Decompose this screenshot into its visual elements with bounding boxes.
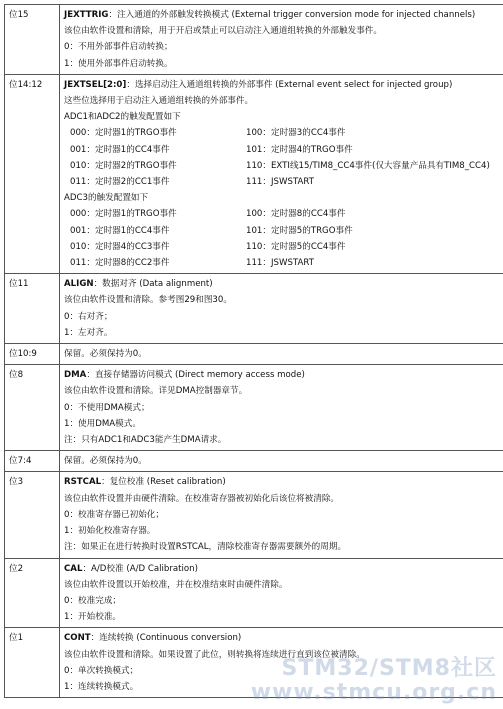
description-line: 该位由软件设置以开始校准，并在校准结束时由硬件清除。 xyxy=(64,579,288,590)
bit-cell: 位3 xyxy=(5,472,60,558)
description-line: 该位由软件设置和清除。详见DMA控制器章节。 xyxy=(64,386,248,397)
trigger-config-grid-adc1-adc2 xyxy=(70,125,503,190)
field-title xyxy=(64,7,503,23)
trigger-option: 010：定时器2的TRGO事件 xyxy=(70,160,177,171)
register-description-document xyxy=(4,4,498,698)
description-line: 0：不使用DMA模式； xyxy=(64,402,150,413)
description-cell xyxy=(60,5,503,75)
bit-cell: 位1 xyxy=(5,628,60,698)
description-cell xyxy=(60,451,503,472)
register-bit-table xyxy=(4,4,503,698)
table-row xyxy=(5,5,503,75)
field-title-text: ：直接存储器访问模式 (Direct memory access mode) xyxy=(86,370,305,381)
bit-cell: 位2 xyxy=(5,558,60,628)
field-name: ALIGN xyxy=(64,279,94,290)
description-line: 1：连续转换模式。 xyxy=(64,681,139,692)
description-line: 0：单次转换模式； xyxy=(64,665,139,676)
description-cell xyxy=(60,558,503,628)
bit-cell: 位8 xyxy=(5,365,60,451)
field-title-text: ：数据对齐 (Data alignment) xyxy=(93,279,213,290)
field-name: DMA xyxy=(64,370,87,381)
table-row xyxy=(5,274,503,344)
description-line: ADC3的触发配置如下 xyxy=(64,193,149,204)
trigger-option: 010：定时器4的CC3事件 xyxy=(70,241,170,252)
field-title-text: ：连续转换 (Continuous conversion) xyxy=(90,633,242,644)
description-line: 该位由软件设置和清除。如果设置了此位，则转换将连续进行直到该位被清除。 xyxy=(64,649,365,660)
table-row xyxy=(5,74,503,273)
description-line: 0：不用外部事件启动转换； xyxy=(64,42,173,53)
field-title xyxy=(64,630,503,646)
bit-cell: 位15 xyxy=(5,5,60,75)
table-row xyxy=(5,628,503,698)
description-line: 0：校准完成； xyxy=(64,595,122,606)
field-title xyxy=(64,276,503,292)
trigger-option: 111：JSWSTART xyxy=(246,177,314,188)
field-title xyxy=(64,474,503,490)
description-cell xyxy=(60,274,503,344)
watermark-url: www.stmcu.org.cn xyxy=(250,680,497,705)
field-title-text: 保留。必须保持为0。 xyxy=(64,456,147,467)
field-title xyxy=(64,561,503,577)
trigger-option: 000：定时器1的TRGO事件 xyxy=(70,128,177,139)
description-line: 0：校准寄存器已初始化； xyxy=(64,509,164,520)
field-name: RSTCAL xyxy=(64,477,102,488)
description-cell xyxy=(60,74,503,273)
trigger-config-grid-adc3 xyxy=(70,206,503,271)
table-row xyxy=(5,472,503,558)
table-row xyxy=(5,558,503,628)
watermark-title: STM32/STM8社区 xyxy=(281,656,497,681)
table-row xyxy=(5,365,503,451)
description-cell xyxy=(60,628,503,698)
trigger-option: 101：定时器5的TRGO事件 xyxy=(246,225,353,236)
trigger-option: 100：定时器8的CC4事件 xyxy=(246,209,346,220)
trigger-option: 110：定时器5的CC4事件 xyxy=(246,241,346,252)
trigger-option: 111：JSWSTART xyxy=(246,258,314,269)
field-name: CONT xyxy=(64,633,91,644)
field-title-text: ：A/D校准 (A/D Calibration) xyxy=(82,563,198,574)
trigger-option: 011：定时器2的CC1事件 xyxy=(70,177,170,188)
description-line: 1：开始校准。 xyxy=(64,612,122,623)
description-line: 1：初始化校准寄存器。 xyxy=(64,526,156,537)
description-cell xyxy=(60,472,503,558)
description-line: 注：只有ADC1和ADC3能产生DMA请求。 xyxy=(64,435,227,446)
description-line: 该位由软件设置和清除，用于开启或禁止可以启动注入通道组转换的外部触发事件。 xyxy=(64,26,382,37)
field-title xyxy=(64,77,503,93)
field-name: JEXTSEL[2:0] xyxy=(64,79,127,90)
description-cell xyxy=(60,365,503,451)
description-line: 这些位选择用于启动注入通道组转换的外部事件。 xyxy=(64,96,254,107)
description-line: 该位由软件设置并由硬件清除。在校准寄存器被初始化后该位将被清除。 xyxy=(64,493,340,504)
trigger-option: 001：定时器1的CC4事件 xyxy=(70,144,170,155)
field-name: CAL xyxy=(64,563,83,574)
bit-cell: 位10:9 xyxy=(5,344,60,365)
bit-cell: 位7:4 xyxy=(5,451,60,472)
field-title-text: ：复位校准 (Reset calibration) xyxy=(101,477,226,488)
trigger-option: 000：定时器1的TRGO事件 xyxy=(70,209,177,220)
field-title xyxy=(64,346,503,362)
trigger-option: 101：定时器4的TRGO事件 xyxy=(246,144,353,155)
trigger-option: 011：定时器8的CC2事件 xyxy=(70,258,170,269)
table-row xyxy=(5,344,503,365)
field-name: JEXTTRIG xyxy=(64,10,109,20)
field-title-text: 保留。必须保持为0。 xyxy=(64,349,147,360)
trigger-option: 100：定时器3的CC4事件 xyxy=(246,128,346,139)
description-line: 1：使用外部事件启动转换。 xyxy=(64,58,173,69)
trigger-option: 110：EXTI线15/TIM8_CC4事件(仅大容量产品具有TIM8_CC4) xyxy=(246,160,490,171)
bit-cell: 位14:12 xyxy=(5,74,60,273)
bit-cell: 位11 xyxy=(5,274,60,344)
table-row xyxy=(5,451,503,472)
field-title xyxy=(64,453,503,469)
description-line: 1：左对齐。 xyxy=(64,327,113,338)
description-line: 0：右对齐； xyxy=(64,311,113,322)
description-cell xyxy=(60,344,503,365)
description-line: 该位由软件设置和清除。参考图29和图30。 xyxy=(64,295,232,306)
description-line: 注：如果正在进行转换时设置RSTCAL，清除校准寄存器需要额外的周期。 xyxy=(64,542,347,553)
trigger-option: 001：定时器1的CC4事件 xyxy=(70,225,170,236)
description-line: ADC1和ADC2的触发配置如下 xyxy=(64,112,181,123)
description-line: 1：使用DMA模式。 xyxy=(64,418,141,429)
field-title-text: ：选择启动注入通道组转换的外部事件 (External event select for injected group) xyxy=(126,79,453,90)
field-title-text: ：注入通道的外部触发转换模式 (External trigger conversion mode for injected channels) xyxy=(108,10,476,20)
field-title xyxy=(64,367,503,383)
